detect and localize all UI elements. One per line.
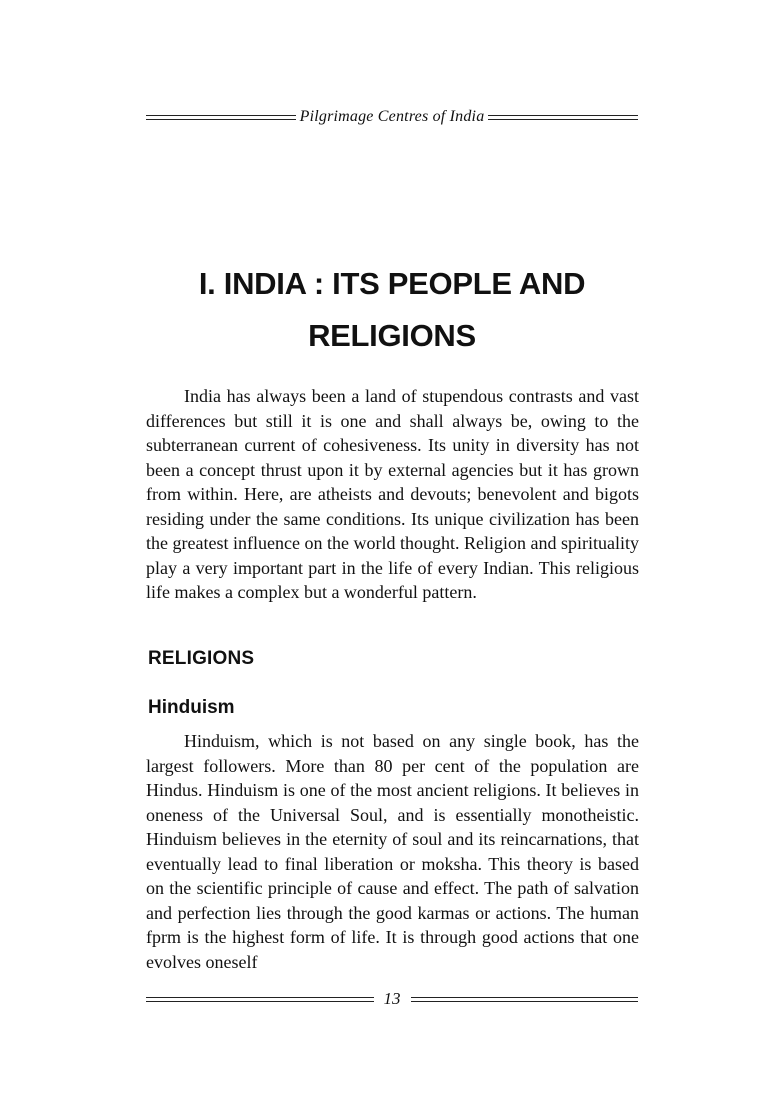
footer-rule-right bbox=[411, 997, 639, 1002]
chapter-title-line-2: RELIGIONS bbox=[308, 318, 476, 353]
header-rule-right bbox=[488, 115, 638, 120]
page-footer bbox=[146, 987, 638, 1011]
chapter-title-line-1: I. INDIA : ITS PEOPLE AND bbox=[198, 266, 586, 301]
page-number: 13 bbox=[383, 989, 401, 1008]
section-heading: RELIGIONS bbox=[148, 648, 255, 669]
running-header bbox=[146, 104, 638, 130]
subsection-heading: Hinduism bbox=[148, 697, 235, 718]
chapter-title bbox=[120, 258, 664, 362]
footer-rule-left bbox=[146, 997, 374, 1002]
header-rule-left bbox=[146, 115, 296, 120]
hinduism-paragraph: Hinduism, which is not based on any single book, has the largest followers. More than 80 per cent of the population are Hindus. Hinduism is one of the most ancient religions. It believes in oneness of the Universal Soul, and is essentially monotheistic. Hinduism believes in the eternity of soul and its reincarnations, that eventually lead to final liberation or moksha. This theory is based on the scientific principle of cause and effect. The path of salvation and perfection lies through the good karmas or actions. The human fprm is the highest form of life. It is through good actions that one evolves oneself bbox=[146, 731, 639, 972]
intro-paragraph: India has always been a land of stupendous contrasts and vast differences but still it is one and shall always be, owing to the subterranean current of cohesiveness. Its unity in diversity has not been a concept thrust upon it by external agencies but it has grown from within. Here, are atheists and devouts; benevolent and bigots residing under the same conditions. Its unique civilization has been the greatest influence on the world thought. Religion and spirituality play a very important part in the life of every Indian. This religious life makes a complex but a wonderful pattern. bbox=[146, 386, 639, 602]
running-title: Pilgrimage Centres of India bbox=[299, 108, 485, 125]
